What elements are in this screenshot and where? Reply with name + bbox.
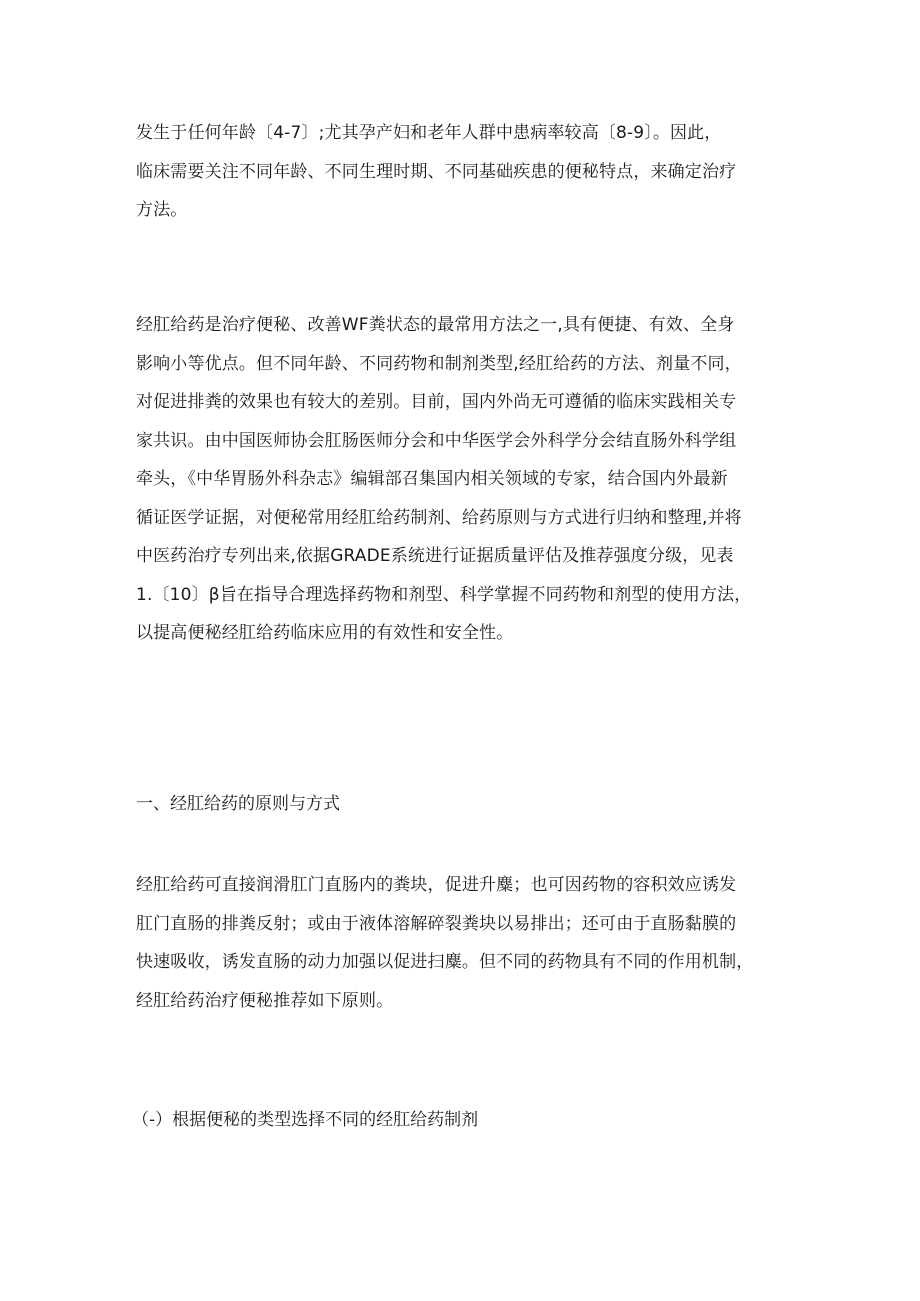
section-heading: 一、经肛给药的原则与方式 [136,794,340,814]
text-line: 以提高便秘经肛给药临床应用的有效性和安全性。 [136,623,514,643]
text-line: 经肛给药治疗便秘推荐如下原则。 [136,990,394,1011]
paragraph-intro [136,114,804,230]
paragraph-background [136,306,804,653]
text-line: 中医药治疗专列出来,依据GRADE系统进行证据质量评估及推荐强度分级，见表 [136,546,734,566]
text-line: 对促进排粪的效果也有较大的差别。目前，国内外尚无可遵循的临床实践相关专 [136,392,737,412]
text-line: 经肛给药可直接润滑肛门直肠内的粪块，促进升麋；也可因药物的容积效应诱发 [136,875,737,895]
text-line: 牵头，《中华胃肠外科杂志》编辑部召集国内相关领域的专家，结合国内外最新 [136,469,728,489]
text-line: 影响小等优点。但不同年龄、不同药物和制剂类型,经肛给药的方法、剂量不同， [136,353,742,374]
paragraph-principles [136,866,804,1020]
text-line: 循证医学证据，对便秘常用经肛给药制剂、给药原则与方式进行归纳和整理,并将 [136,507,742,528]
text-line: 1.〔10〕β旨在指导合理选择药物和剂型、科学掌握不同药物和剂型的使用方法， [136,584,752,605]
text-line: 临床需要关注不同年龄、不同生理时期、不同基础疾患的便秘特点，来确定治疗 [136,161,737,182]
text-line: 经肛给药是治疗便秘、改善WF粪状态的最常用方法之一,具有便捷、有效、全身 [136,315,735,335]
text-line: 快速吸收，诱发直肠的动力加强以促进扫麋。但不同的药物具有不同的作用机制， [136,952,754,972]
text-line: 发生于任何年龄〔4-7〕;尤其孕产妇和老年人群中患病率较高〔8-9〕。因此， [136,123,722,143]
text-line: 家共识。由中国医师协会肛肠医师分会和中华医学会外科学分会结直肠外科学组 [136,430,737,451]
text-line: 肛门直肠的排粪反射；或由于液体溶解碎裂粪块以易排出；还可由于直肠黏膜的 [136,913,737,934]
subsection-heading: （-）根据便秘的类型选择不同的经肛给药制剂 [132,1110,479,1130]
text-line: 方法。 [136,200,188,220]
